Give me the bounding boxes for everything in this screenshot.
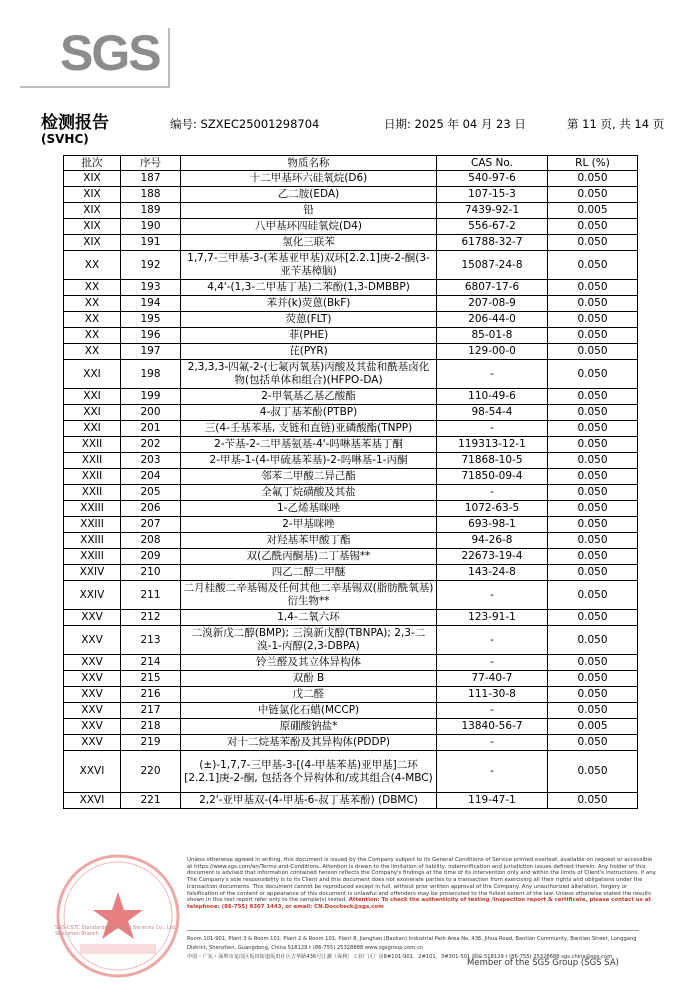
cell-batch: XIX (64, 187, 121, 203)
logo-divider-vertical (168, 28, 170, 88)
cell-no: 195 (121, 312, 181, 328)
cell-cas: 7439-92-1 (437, 203, 548, 219)
cell-cas: 129-00-0 (437, 344, 548, 360)
cell-name: 二溴新戊二醇(BMP); 三溴新戊醇(TBNPA); 2,3-二溴-1-丙醇(2,3-DBPA) (181, 626, 437, 655)
cell-rl: 0.050 (548, 328, 638, 344)
cell-name: 2-甲氧基乙基乙酸酯 (181, 389, 437, 405)
table-row (64, 437, 638, 453)
seal-caption: SGS-CSTC Standards Technical Services Co., Ltd. Shenzhen Branch (55, 925, 177, 937)
cell-cas: 111-30-8 (437, 687, 548, 703)
table-row (64, 533, 638, 549)
cell-batch: XIX (64, 171, 121, 187)
cell-batch: XXIV (64, 565, 121, 581)
cell-cas: 6807-17-6 (437, 280, 548, 296)
cell-rl: 0.050 (548, 703, 638, 719)
cell-no: 192 (121, 251, 181, 280)
cell-cas: 71868-10-5 (437, 453, 548, 469)
cell-batch: XX (64, 312, 121, 328)
cell-no: 215 (121, 671, 181, 687)
cell-rl: 0.050 (548, 671, 638, 687)
cell-no: 197 (121, 344, 181, 360)
table-row (64, 469, 638, 485)
cell-cas: - (437, 581, 548, 610)
disclaimer-text: Unless otherwise agreed in writing, this document is issued by the Company subject to its General Conditions of Service printed overleaf, available on request or accessible at https://www.sgs.com/en/Terms-and-Conditions. Attention is drawn to the limitation of liability, indemnification and jurisdiction issues defined therein. Any holder of this document is advised that information contained hereon reflects the Company's findings at the time of its intervention only and within the limits of Client's instructions, if any. The Company's sole responsibility is to its Client and this document does not exonerate parties to a transaction from exercising all their rights and obligations under the transaction documents. This document cannot be reproduced except in full, without prior written approval of the Company. Any unauthorized alteration, forgery or falsification of the content or appearance of this document is unlawful and offenders may be prosecuted to the fullest extent of the law. Unless otherwise stated the results shown in this test report refer only to the sample(s) tested. (187, 857, 657, 904)
cell-name: 铃兰醛及其立体异构体 (181, 655, 437, 671)
cell-name: 双(乙酰丙酮基)二丁基锡** (181, 549, 437, 565)
cell-cas: 119313-12-1 (437, 437, 548, 453)
cell-rl: 0.050 (548, 610, 638, 626)
cell-rl: 0.050 (548, 793, 638, 809)
cell-name: 2,3,3,3-四氟-2-(七氟丙氧基)丙酸及其盐和酰基卤化物(包括单体和组合)(HFPO-DA) (181, 360, 437, 389)
cell-name: 氢化三联苯 (181, 235, 437, 251)
cell-name: 1,4-二氧六环 (181, 610, 437, 626)
cell-no: 214 (121, 655, 181, 671)
table-row (64, 203, 638, 219)
cell-cas: 540-97-6 (437, 171, 548, 187)
cell-cas: 22673-19-4 (437, 549, 548, 565)
cell-cas: 85-01-8 (437, 328, 548, 344)
cell-batch: XXII (64, 485, 121, 501)
table-row (64, 312, 638, 328)
cell-batch: XXIII (64, 517, 121, 533)
table-row (64, 581, 638, 610)
cell-name: 全氟丁烷磺酸及其盐 (181, 485, 437, 501)
cell-rl: 0.050 (548, 687, 638, 703)
cell-batch: XXV (64, 735, 121, 751)
cell-no: 208 (121, 533, 181, 549)
cell-rl: 0.050 (548, 533, 638, 549)
table-row (64, 719, 638, 735)
cell-rl: 0.050 (548, 735, 638, 751)
cell-rl: 0.050 (548, 389, 638, 405)
cell-cas: - (437, 751, 548, 793)
cell-rl: 0.050 (548, 360, 638, 389)
cell-no: 206 (121, 501, 181, 517)
table-row (64, 655, 638, 671)
cell-name: 4-叔丁基苯酚(PTBP) (181, 405, 437, 421)
cell-cas: 98-54-4 (437, 405, 548, 421)
cell-rl: 0.050 (548, 171, 638, 187)
cell-no: 188 (121, 187, 181, 203)
table-row (64, 187, 638, 203)
cell-batch: XXV (64, 655, 121, 671)
cell-cas: - (437, 655, 548, 671)
cell-rl: 0.050 (548, 296, 638, 312)
cell-batch: XXV (64, 703, 121, 719)
table-row (64, 296, 638, 312)
cell-batch: XX (64, 296, 121, 312)
cell-cas: 556-67-2 (437, 219, 548, 235)
cell-cas: 143-24-8 (437, 565, 548, 581)
cell-name: 十二甲基环六硅氧烷(D6) (181, 171, 437, 187)
cell-name: 1,7,7-三甲基-3-(苯基亚甲基)双环[2.2.1]庚-2-酮(3-亚苄基樟脑) (181, 251, 437, 280)
cell-rl: 0.050 (548, 235, 638, 251)
cell-batch: XX (64, 328, 121, 344)
cell-no: 220 (121, 751, 181, 793)
cell-no: 204 (121, 469, 181, 485)
cell-no: 209 (121, 549, 181, 565)
table-row (64, 235, 638, 251)
cell-rl: 0.050 (548, 485, 638, 501)
cell-name: 4,4'-(1,3-二甲基丁基)二苯酚(1,3-DMBBP) (181, 280, 437, 296)
cell-rl: 0.050 (548, 187, 638, 203)
cell-rl: 0.005 (548, 203, 638, 219)
cell-rl: 0.050 (548, 219, 638, 235)
cell-no: 213 (121, 626, 181, 655)
table-header-row (64, 156, 638, 171)
cell-cas: 1072-63-5 (437, 501, 548, 517)
cell-cas: 15087-24-8 (437, 251, 548, 280)
cell-no: 219 (121, 735, 181, 751)
cell-batch: XXI (64, 421, 121, 437)
cell-cas: 110-49-6 (437, 389, 548, 405)
cell-no: 203 (121, 453, 181, 469)
table-row (64, 703, 638, 719)
report-date: 日期: 2025 年 04 月 23 日 (384, 117, 526, 131)
cell-cas: - (437, 735, 548, 751)
cell-batch: XXVI (64, 793, 121, 809)
cell-name: 八甲基环四硅氧烷(D4) (181, 219, 437, 235)
svhc-table (63, 155, 638, 809)
cell-rl: 0.050 (548, 517, 638, 533)
cell-batch: XXII (64, 453, 121, 469)
table-row (64, 280, 638, 296)
cell-no: 187 (121, 171, 181, 187)
address-chinese: 中国・广东・深圳市龙岗区坂田街道坂田社区吉华路436号江灏（保利）工业厂区厂房8#101-901，2#101，3#301-501 邮编:518129 t (86-755) 25328688 sgs.china@sgs.com (187, 954, 613, 960)
cell-rl: 0.050 (548, 501, 638, 517)
cell-no: 212 (121, 610, 181, 626)
cell-name: 苯并(k)荧蒽(BkF) (181, 296, 437, 312)
cell-name: 三(4-壬基苯基, 支链和直链)亚磷酸酯(TNPP) (181, 421, 437, 437)
cell-batch: XXII (64, 437, 121, 453)
cell-name: 原硼酸钠盐* (181, 719, 437, 735)
cell-batch: XXII (64, 469, 121, 485)
table-row (64, 328, 638, 344)
cell-no: 199 (121, 389, 181, 405)
cell-cas: 77-40-7 (437, 671, 548, 687)
cell-batch: XXIII (64, 549, 121, 565)
cell-name: 对羟基苯甲酸丁酯 (181, 533, 437, 549)
col-header-no: 序号 (121, 156, 181, 171)
table-row (64, 360, 638, 389)
cell-batch: XXV (64, 610, 121, 626)
table-row (64, 549, 638, 565)
cell-cas: 107-15-3 (437, 187, 548, 203)
company-seal-stamp (50, 848, 186, 984)
col-header-rl: RL (%) (548, 156, 638, 171)
cell-rl: 0.050 (548, 280, 638, 296)
table-row (64, 453, 638, 469)
cell-no: 201 (121, 421, 181, 437)
cell-rl: 0.050 (548, 549, 638, 565)
cell-rl: 0.050 (548, 469, 638, 485)
address-english: Room 101-901, Plant 3 & Room 101, Plant 2 & Room 101, Plant 8, Jianghan (Baolian) Industrial Park Area No. 436, Jihua Road, Bantian Community, Bantian Street, Longgang District, Shenzhen, Guangdong, China 518129 t (86-755) 25328888 www.sgsgroup.com.cn (187, 936, 637, 951)
cell-batch: XXI (64, 360, 121, 389)
cell-rl: 0.050 (548, 453, 638, 469)
cell-rl: 0.050 (548, 751, 638, 793)
cell-batch: XIX (64, 203, 121, 219)
table-row (64, 565, 638, 581)
cell-batch: XXIV (64, 581, 121, 610)
table-row (64, 344, 638, 360)
table-row (64, 251, 638, 280)
cell-name: 中链氯化石蜡(MCCP) (181, 703, 437, 719)
cell-name: 二月桂酸二辛基锡及任何其他二辛基锡双(脂肪酰氧基)衍生物** (181, 581, 437, 610)
cell-no: 196 (121, 328, 181, 344)
cell-name: 对十二烷基苯酚及其异构体(PDDP) (181, 735, 437, 751)
cell-name: 1-乙烯基咪唑 (181, 501, 437, 517)
cell-no: 200 (121, 405, 181, 421)
page-number: 第 11 页, 共 14 页 (567, 117, 665, 131)
cell-cas: 13840-56-7 (437, 719, 548, 735)
report-title: 检测报告 (41, 113, 109, 133)
cell-name: 戊二醛 (181, 687, 437, 703)
report-subtitle: (SVHC) (41, 132, 89, 146)
table-row (64, 610, 638, 626)
cell-cas: 61788-32-7 (437, 235, 548, 251)
cell-cas: 123-91-1 (437, 610, 548, 626)
cell-cas: 119-47-1 (437, 793, 548, 809)
address-divider (187, 930, 639, 931)
cell-name: 荧蒽(FLT) (181, 312, 437, 328)
cell-batch: XXIII (64, 533, 121, 549)
cell-no: 191 (121, 235, 181, 251)
cell-name: 2-甲基咪唑 (181, 517, 437, 533)
cell-cas: 207-08-9 (437, 296, 548, 312)
table-row (64, 671, 638, 687)
cell-no: 194 (121, 296, 181, 312)
col-header-cas: CAS No. (437, 156, 548, 171)
col-header-name: 物质名称 (181, 156, 437, 171)
cell-batch: XX (64, 344, 121, 360)
cell-batch: XXVI (64, 751, 121, 793)
cell-rl: 0.050 (548, 626, 638, 655)
table-row (64, 626, 638, 655)
cell-rl: 0.050 (548, 344, 638, 360)
cell-cas: - (437, 703, 548, 719)
cell-batch: XXV (64, 671, 121, 687)
cell-batch: XXV (64, 687, 121, 703)
cell-rl: 0.050 (548, 312, 638, 328)
cell-batch: XX (64, 280, 121, 296)
table-row (64, 501, 638, 517)
table-body (64, 171, 638, 809)
cell-name: 2-甲基-1-(4-甲硫基苯基)-2-吗啉基-1-丙酮 (181, 453, 437, 469)
cell-rl: 0.050 (548, 405, 638, 421)
authenticity-notice: Attention: To check the authenticity of testing /inspection report & certificate, please contact us at telephone: (86-755) 8307 1443, or email: CN.Doccheck@sgs.com (187, 897, 651, 910)
col-header-batch: 批次 (64, 156, 121, 171)
cell-no: 205 (121, 485, 181, 501)
cell-batch: XX (64, 251, 121, 280)
cell-batch: XXIII (64, 501, 121, 517)
cell-name: 乙二胺(EDA) (181, 187, 437, 203)
cell-cas: 94-26-8 (437, 533, 548, 549)
cell-no: 202 (121, 437, 181, 453)
cell-name: 菲(PHE) (181, 328, 437, 344)
cell-no: 193 (121, 280, 181, 296)
cell-rl: 0.050 (548, 437, 638, 453)
cell-rl: 0.050 (548, 421, 638, 437)
cell-batch: XXV (64, 626, 121, 655)
cell-batch: XIX (64, 235, 121, 251)
table-row (64, 485, 638, 501)
table-row (64, 219, 638, 235)
cell-no: 190 (121, 219, 181, 235)
table-row (64, 405, 638, 421)
cell-batch: XIX (64, 219, 121, 235)
cell-rl: 0.005 (548, 719, 638, 735)
cell-no: 216 (121, 687, 181, 703)
table-row (64, 389, 638, 405)
table-row (64, 687, 638, 703)
table-row (64, 421, 638, 437)
cell-rl: 0.050 (548, 655, 638, 671)
cell-cas: 206-44-0 (437, 312, 548, 328)
cell-rl: 0.050 (548, 251, 638, 280)
cell-name: 2,2'-亚甲基双-(4-甲基-6-叔丁基苯酚) (DBMC) (181, 793, 437, 809)
table-row (64, 735, 638, 751)
cell-no: 211 (121, 581, 181, 610)
cell-name: 芘(PYR) (181, 344, 437, 360)
cell-batch: XXV (64, 719, 121, 735)
cell-cas: 693-98-1 (437, 517, 548, 533)
cell-cas: 71850-09-4 (437, 469, 548, 485)
table-row (64, 793, 638, 809)
footer-disclaimer (187, 857, 657, 911)
cell-name: 2-苄基-2-二甲基氨基-4'-吗啉基苯基丁酮 (181, 437, 437, 453)
cell-name: 邻苯二甲酸二异己酯 (181, 469, 437, 485)
cell-name: (±)-1,7,7-三甲基-3-[(4-甲基苯基)亚甲基]二环[2.2.1]庚-2-酮, 包括各个异构体和/或其组合(4-MBC) (181, 751, 437, 793)
cell-no: 189 (121, 203, 181, 219)
cell-name: 四乙二醇二甲醚 (181, 565, 437, 581)
cell-cas: - (437, 485, 548, 501)
table-row (64, 751, 638, 793)
cell-batch: XXI (64, 405, 121, 421)
cell-no: 207 (121, 517, 181, 533)
cell-no: 221 (121, 793, 181, 809)
table-row (64, 171, 638, 187)
cell-rl: 0.050 (548, 581, 638, 610)
cell-cas: - (437, 360, 548, 389)
cell-no: 210 (121, 565, 181, 581)
cell-name: 双酚 B (181, 671, 437, 687)
cell-batch: XXI (64, 389, 121, 405)
cell-no: 198 (121, 360, 181, 389)
cell-no: 218 (121, 719, 181, 735)
sgs-logo (60, 28, 164, 74)
cell-no: 217 (121, 703, 181, 719)
cell-rl: 0.050 (548, 565, 638, 581)
report-number: 编号: SZXEC25001298704 (170, 117, 320, 131)
table-row (64, 517, 638, 533)
cell-name: 铅 (181, 203, 437, 219)
svg-text:SGS: SGS (60, 28, 160, 74)
cell-cas: - (437, 626, 548, 655)
member-notice: Member of the SGS Group (SGS SA) (467, 958, 619, 968)
logo-divider-horizontal (20, 86, 168, 88)
cell-cas: - (437, 421, 548, 437)
